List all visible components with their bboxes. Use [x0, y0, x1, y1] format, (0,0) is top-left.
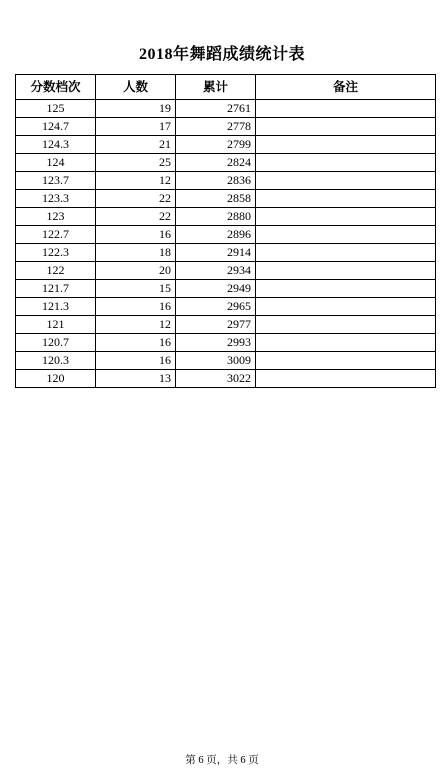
count-cell: 16 — [96, 352, 176, 370]
cumulative-cell: 2799 — [176, 136, 256, 154]
count-cell: 17 — [96, 118, 176, 136]
cumulative-cell: 2778 — [176, 118, 256, 136]
note-cell — [256, 244, 436, 262]
cumulative-cell: 2934 — [176, 262, 256, 280]
table-row — [16, 190, 436, 208]
note-cell — [256, 118, 436, 136]
count-cell: 16 — [96, 226, 176, 244]
score-cell: 121 — [16, 316, 96, 334]
page-title: 2018年舞蹈成绩统计表 — [138, 46, 305, 63]
cumulative-cell: 2858 — [176, 190, 256, 208]
note-cell — [256, 298, 436, 316]
score-cell: 124.3 — [16, 136, 96, 154]
count-cell: 12 — [96, 172, 176, 190]
score-cell: 125 — [16, 100, 96, 118]
score-statistics-table — [15, 74, 436, 388]
score-cell: 120.3 — [16, 352, 96, 370]
cumulative-cell: 3022 — [176, 370, 256, 388]
table-row — [16, 226, 436, 244]
cumulative-cell: 2761 — [176, 100, 256, 118]
count-cell: 21 — [96, 136, 176, 154]
header-count: 人数 — [96, 75, 176, 100]
cumulative-cell: 2914 — [176, 244, 256, 262]
score-cell: 122 — [16, 262, 96, 280]
table-row — [16, 262, 436, 280]
note-cell — [256, 100, 436, 118]
table-header-row — [16, 75, 436, 100]
count-cell: 25 — [96, 154, 176, 172]
header-cumulative: 累计 — [176, 75, 256, 100]
note-cell — [256, 172, 436, 190]
table-row — [16, 316, 436, 334]
note-cell — [256, 136, 436, 154]
count-cell: 22 — [96, 190, 176, 208]
count-cell: 16 — [96, 334, 176, 352]
table-body — [16, 100, 436, 388]
cumulative-cell: 2965 — [176, 298, 256, 316]
score-cell: 122.3 — [16, 244, 96, 262]
table-row — [16, 352, 436, 370]
score-cell: 122.7 — [16, 226, 96, 244]
cumulative-cell: 2949 — [176, 280, 256, 298]
note-cell — [256, 190, 436, 208]
note-cell — [256, 280, 436, 298]
cumulative-cell: 2824 — [176, 154, 256, 172]
note-cell — [256, 316, 436, 334]
table-row — [16, 118, 436, 136]
score-cell: 120 — [16, 370, 96, 388]
count-cell: 13 — [96, 370, 176, 388]
table-row — [16, 208, 436, 226]
table-row — [16, 136, 436, 154]
cumulative-cell: 2977 — [176, 316, 256, 334]
cumulative-cell: 2993 — [176, 334, 256, 352]
table-row — [16, 244, 436, 262]
count-cell: 19 — [96, 100, 176, 118]
count-cell: 16 — [96, 298, 176, 316]
cumulative-cell: 2836 — [176, 172, 256, 190]
note-cell — [256, 226, 436, 244]
table-row — [16, 370, 436, 388]
score-cell: 124.7 — [16, 118, 96, 136]
header-score-level: 分数档次 — [16, 75, 96, 100]
count-cell: 20 — [96, 262, 176, 280]
cumulative-cell: 2880 — [176, 208, 256, 226]
table-row — [16, 100, 436, 118]
header-note: 备注 — [256, 75, 436, 100]
table-row — [16, 334, 436, 352]
score-cell: 121.3 — [16, 298, 96, 316]
cumulative-cell: 2896 — [176, 226, 256, 244]
score-cell: 123.3 — [16, 190, 96, 208]
count-cell: 18 — [96, 244, 176, 262]
note-cell — [256, 262, 436, 280]
score-cell: 124 — [16, 154, 96, 172]
note-cell — [256, 370, 436, 388]
page-number-footer: 第 6 页，共 6 页 — [185, 755, 259, 766]
score-cell: 123 — [16, 208, 96, 226]
count-cell: 15 — [96, 280, 176, 298]
table-row — [16, 280, 436, 298]
score-cell: 123.7 — [16, 172, 96, 190]
note-cell — [256, 154, 436, 172]
note-cell — [256, 334, 436, 352]
note-cell — [256, 352, 436, 370]
score-cell: 121.7 — [16, 280, 96, 298]
table-row — [16, 298, 436, 316]
cumulative-cell: 3009 — [176, 352, 256, 370]
count-cell: 22 — [96, 208, 176, 226]
note-cell — [256, 208, 436, 226]
score-cell: 120.7 — [16, 334, 96, 352]
count-cell: 12 — [96, 316, 176, 334]
table-row — [16, 172, 436, 190]
table-row — [16, 154, 436, 172]
